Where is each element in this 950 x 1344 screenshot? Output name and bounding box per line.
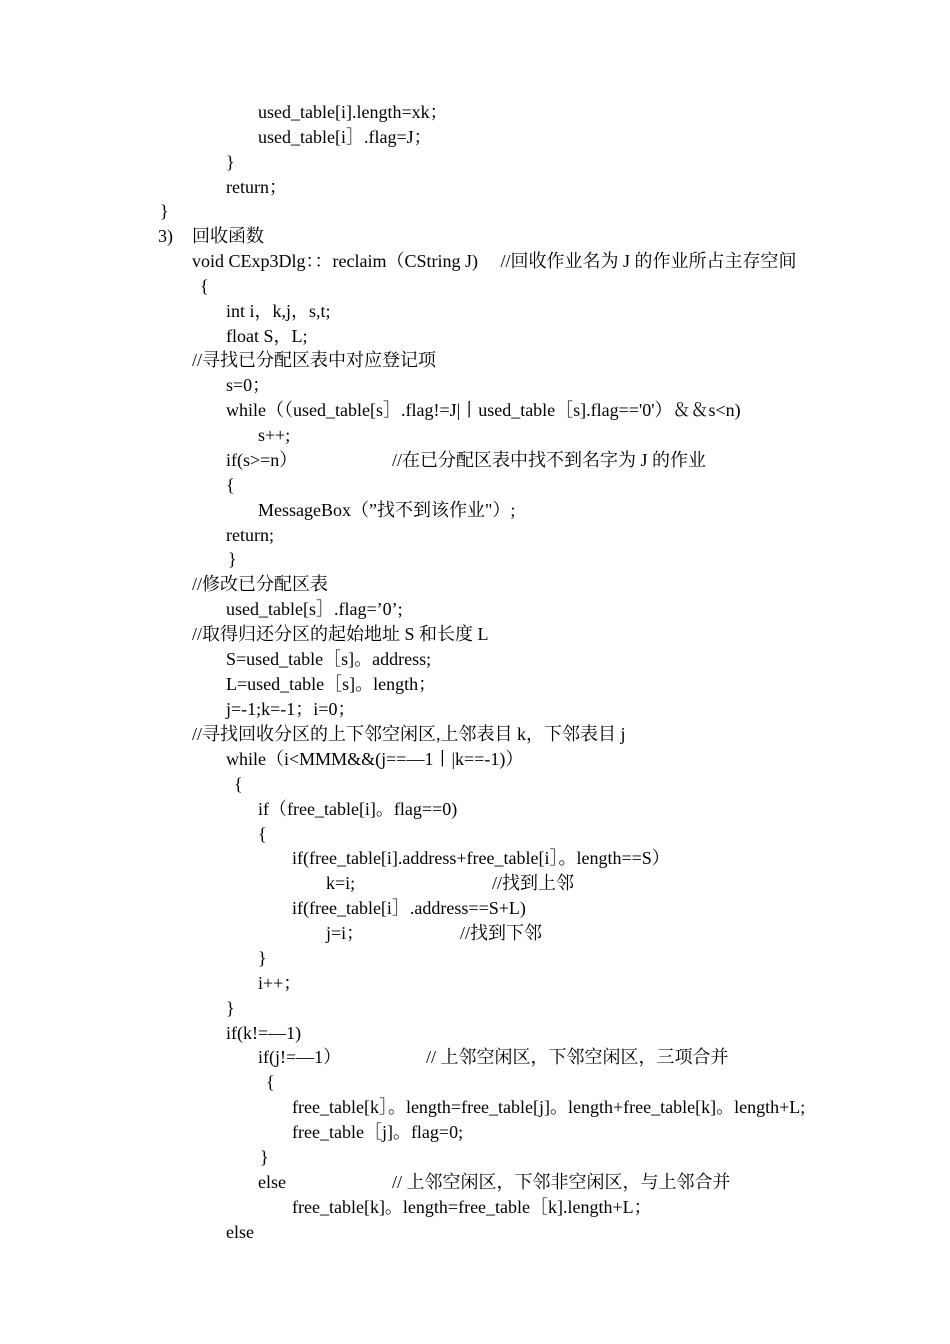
code-line: void CExp3Dlg：：reclaim（CString J) //回收作业名为 J 的作业所占主存空间 bbox=[192, 251, 797, 271]
code-line: s=0； bbox=[226, 375, 271, 395]
code-comment: // 上邻空闲区，下邻非空闲区，与上邻合并 bbox=[392, 1172, 731, 1192]
code-line: MessageBox（”找不到该作业"）; bbox=[258, 500, 516, 520]
code-comment: // 上邻空闲区，下邻空闲区，三项合并 bbox=[426, 1047, 729, 1067]
code-line: } bbox=[160, 201, 169, 221]
code-line: if（free_table[i]。flag==0) bbox=[258, 799, 458, 819]
code-line: s++; bbox=[258, 425, 291, 445]
code-line: float S，L; bbox=[226, 326, 308, 346]
code-comment: //找到上邻 bbox=[492, 873, 575, 893]
code-line: if(k!=—1) bbox=[226, 1023, 302, 1043]
section-heading: 回收函数 bbox=[192, 226, 264, 246]
code-line: else bbox=[226, 1222, 254, 1242]
code-line: free_table[k]。length=free_table［k].length+L； bbox=[292, 1197, 652, 1217]
code-line: } bbox=[226, 998, 235, 1018]
code-line: } bbox=[260, 1147, 269, 1167]
code-comment: //找到下邻 bbox=[460, 923, 543, 943]
code-comment: //修改已分配区表 bbox=[192, 574, 329, 594]
code-line: k=i; bbox=[326, 873, 356, 893]
code-line: if(free_table[i］.address==S+L) bbox=[292, 898, 526, 918]
code-line: if(free_table[i].address+free_table[i］。length==S） bbox=[292, 848, 670, 868]
code-line: int i，k,j，s,t; bbox=[226, 301, 331, 321]
code-line: { bbox=[200, 276, 209, 296]
code-line: used_table[i］.flag=J； bbox=[258, 127, 432, 147]
code-line: if(j!=—1） bbox=[258, 1047, 342, 1067]
code-line: L=used_table［s]。length； bbox=[226, 674, 437, 694]
section-number: 3) bbox=[158, 226, 173, 246]
code-comment: //寻找已分配区表中对应登记项 bbox=[192, 350, 437, 370]
code-line: j=i； bbox=[326, 923, 365, 943]
code-line: { bbox=[266, 1072, 275, 1092]
code-line: { bbox=[258, 824, 267, 844]
code-line: return; bbox=[226, 525, 274, 545]
code-line: if(s>=n） bbox=[226, 450, 298, 470]
code-line: else bbox=[258, 1172, 286, 1192]
code-line: return； bbox=[226, 177, 287, 197]
code-line: j=-1;k=-1；i=0； bbox=[226, 699, 356, 719]
code-line: S=used_table［s]。address; bbox=[226, 649, 432, 669]
code-line: while（（used_table[s］.flag!=J|丨used_table［s].flag=='0'）＆＆s<n) bbox=[226, 400, 741, 420]
code-line: free_table［j]。flag=0; bbox=[292, 1122, 464, 1142]
code-line: } bbox=[258, 948, 267, 968]
code-line: } bbox=[226, 152, 235, 172]
code-line: used_table[s］.flag=’0’; bbox=[226, 599, 403, 619]
code-comment: //寻找回收分区的上下邻空闲区,上邻表目 k，下邻表目 j bbox=[192, 724, 626, 744]
code-line: i++； bbox=[258, 973, 302, 993]
code-line: used_table[i].length=xk； bbox=[258, 102, 448, 122]
code-comment: //取得归还分区的起始地址 S 和长度 L bbox=[192, 624, 489, 644]
code-line: { bbox=[234, 774, 243, 794]
code-line: } bbox=[228, 549, 237, 569]
code-comment: //在已分配区表中找不到名字为 J 的作业 bbox=[392, 450, 707, 470]
code-line: { bbox=[226, 475, 235, 495]
code-line: while（i<MMM&&(j==—1丨|k==-1)） bbox=[226, 749, 524, 769]
code-line: free_table[k］。length=free_table[j]。length+free_table[k]。length+L; bbox=[292, 1097, 806, 1117]
